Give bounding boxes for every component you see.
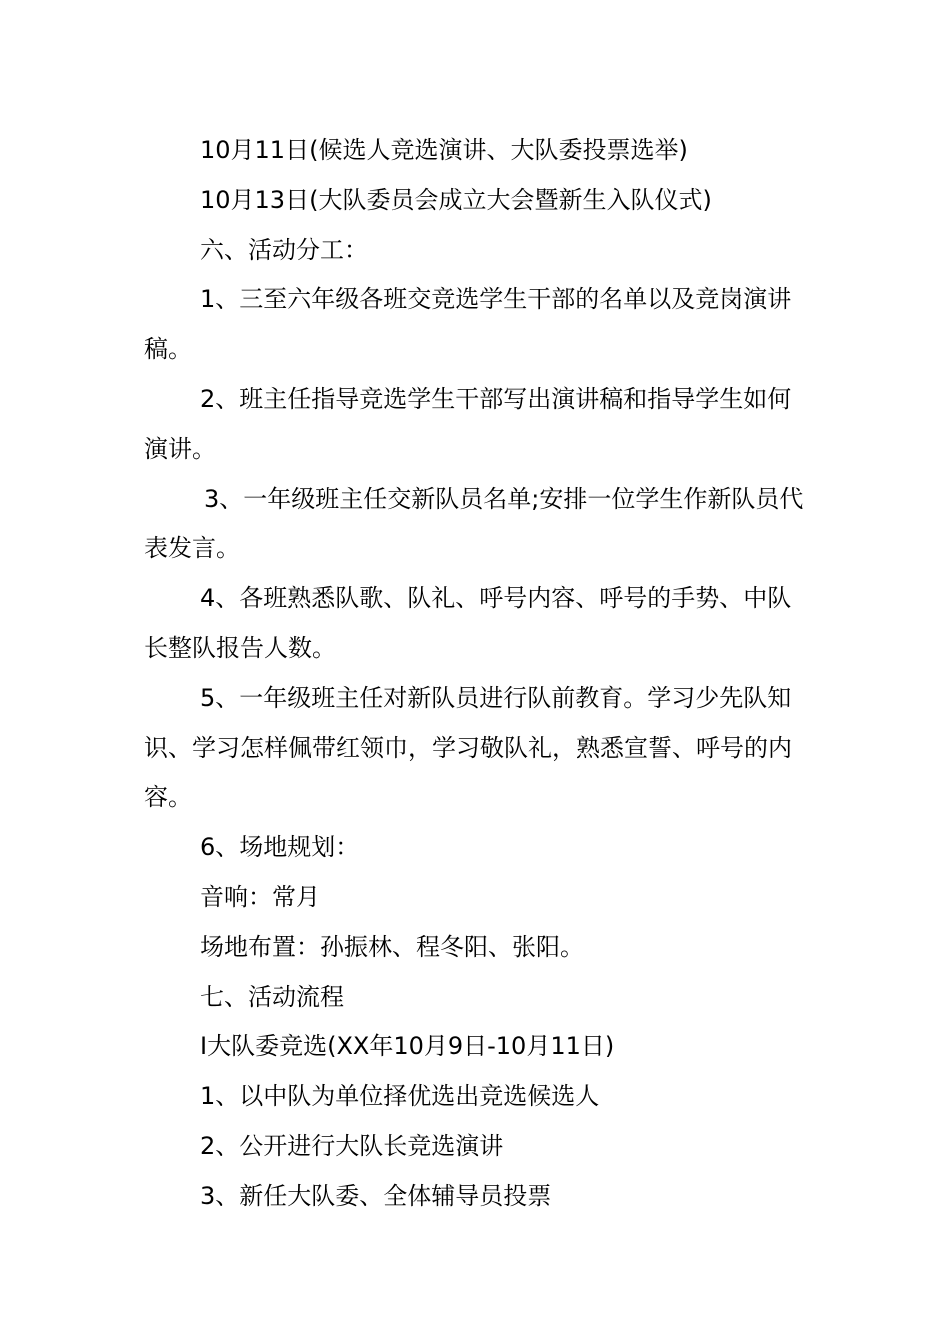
paragraph-item-1: 1、三至六年级各班交竞选学生干部的名单以及竞岗演讲稿。: [144, 285, 792, 364]
document-body: [144, 126, 808, 1222]
paragraph-schedule-oct-11: 10月11日(候选人竞选演讲、大队委投票选举): [200, 136, 688, 164]
paragraph-schedule-oct-13: 10月13日(大队委员会成立大会暨新生入队仪式): [200, 185, 712, 214]
subheading-election: I大队委竞选(XX年10月9日-10月11日): [200, 1032, 615, 1061]
paragraph-venue-setup: 场地布置：孙振林、程冬阳、张阳。: [200, 932, 584, 961]
paragraph-item-3: 3、一年级班主任交新队员名单;安排一位学生作新队员代表发言。: [144, 484, 804, 563]
paragraph-item-2: 2、班主任指导竞选学生干部写出演讲稿和指导学生如何演讲。: [144, 384, 792, 463]
paragraph-flow-step-3: 3、新任大队委、全体辅导员投票: [200, 1181, 552, 1210]
paragraph-flow-step-1: 1、以中队为单位择优选出竞选候选人: [200, 1082, 600, 1111]
paragraph-flow-step-2: 2、公开进行大队长竞选演讲: [200, 1131, 504, 1160]
paragraph-item-5: 5、一年级班主任对新队员进行队前教育。学习少先队知识、学习怎样佩带红领巾，学习敬队礼，熟悉宣誓、呼号的内容。: [144, 683, 792, 812]
paragraph-sound: 音响：常月: [200, 882, 320, 911]
section-heading-activity-flow: 七、活动流程: [200, 982, 344, 1011]
paragraph-item-4: 4、各班熟悉队歌、队礼、呼号内容、呼号的手势、中队长整队报告人数。: [144, 584, 792, 662]
section-heading-division-of-work: 六、活动分工：: [200, 235, 368, 264]
paragraph-item-6: 6、场地规划：: [200, 833, 360, 862]
